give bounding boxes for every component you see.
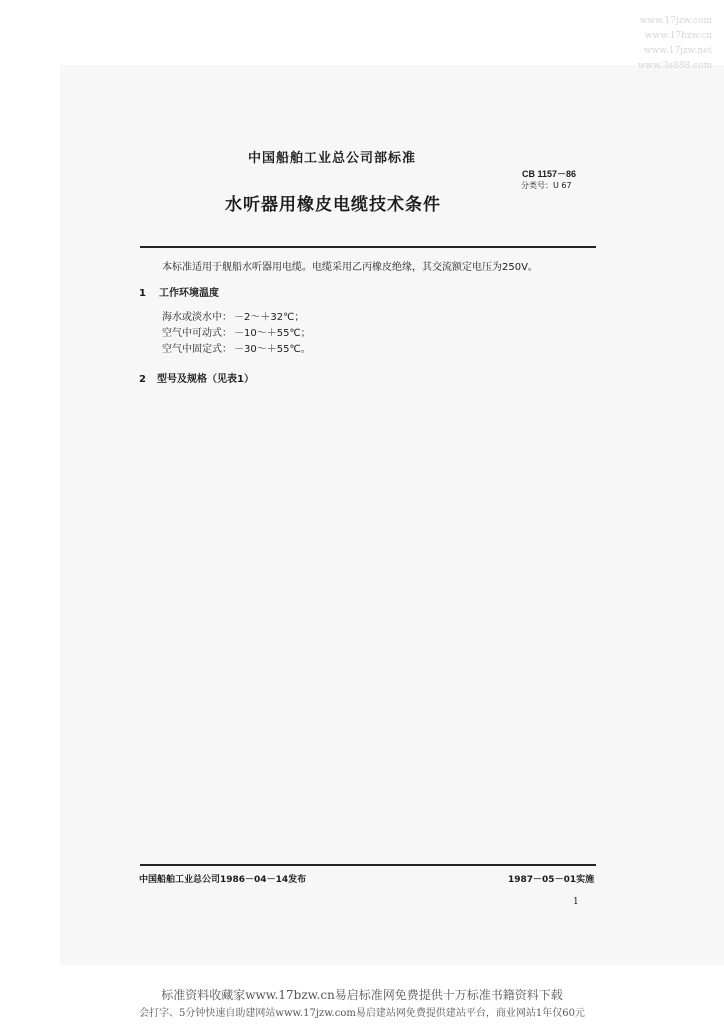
temperature-value: －30～＋55℃。 (234, 344, 311, 355)
standard-code: CB 1157－86 (522, 169, 577, 179)
implementation-date: 1987－05－01实施 (508, 875, 595, 885)
temperature-value: －10～＋55℃； (234, 328, 311, 339)
watermark (638, 14, 712, 74)
section-title: 工作环境温度 (159, 288, 219, 299)
issuing-organization: 中国船舶工业总公司部标准 (248, 151, 417, 166)
site-footer-line-2[interactable]: 会打字、5分钟快速自助建网站www.17jzw.com易启建站网免费提供建站平台，商业网站1年仅60元 (139, 1008, 585, 1019)
watermark-line: www.3s888.com (637, 61, 712, 71)
site-footer-line-1[interactable]: 标准资料收藏家www.17bzw.cn易启标准网免费提供十万标准书籍资料下载 (161, 988, 563, 1002)
temperature-item (162, 324, 311, 339)
temperature-label: 空气中固定式： (162, 344, 232, 355)
temperature-label: 海水或淡水中： (162, 312, 232, 323)
section-number: 1 (139, 288, 146, 299)
section-2-heading (139, 370, 254, 385)
section-number: 2 (139, 374, 146, 385)
page-number: 1 (573, 897, 579, 907)
temperature-item (162, 340, 311, 355)
scope-paragraph: 本标准适用于舰船水听器用电缆。电缆采用乙丙橡皮绝缘，其交流额定电压为250V。 (162, 262, 538, 273)
watermark-line: www.17bzw.cn (644, 31, 712, 41)
section-1-heading (139, 284, 219, 299)
footer-divider (140, 864, 596, 866)
header-divider (140, 246, 596, 248)
temperature-value: －2～＋32℃； (234, 312, 305, 323)
document-title: 水听器用橡皮电缆技术条件 (225, 195, 441, 215)
section-title: 型号及规格（见表1） (157, 374, 254, 385)
watermark-line: www.17jzw.com (639, 16, 712, 26)
temperature-label: 空气中可动式： (162, 328, 232, 339)
classification-number: 分类号：U 67 (521, 181, 572, 190)
temperature-item (162, 308, 304, 323)
watermark-line: www.17jzw.net (643, 46, 712, 56)
publication-date: 中国船舶工业总公司1986－04－14发布 (139, 875, 307, 885)
